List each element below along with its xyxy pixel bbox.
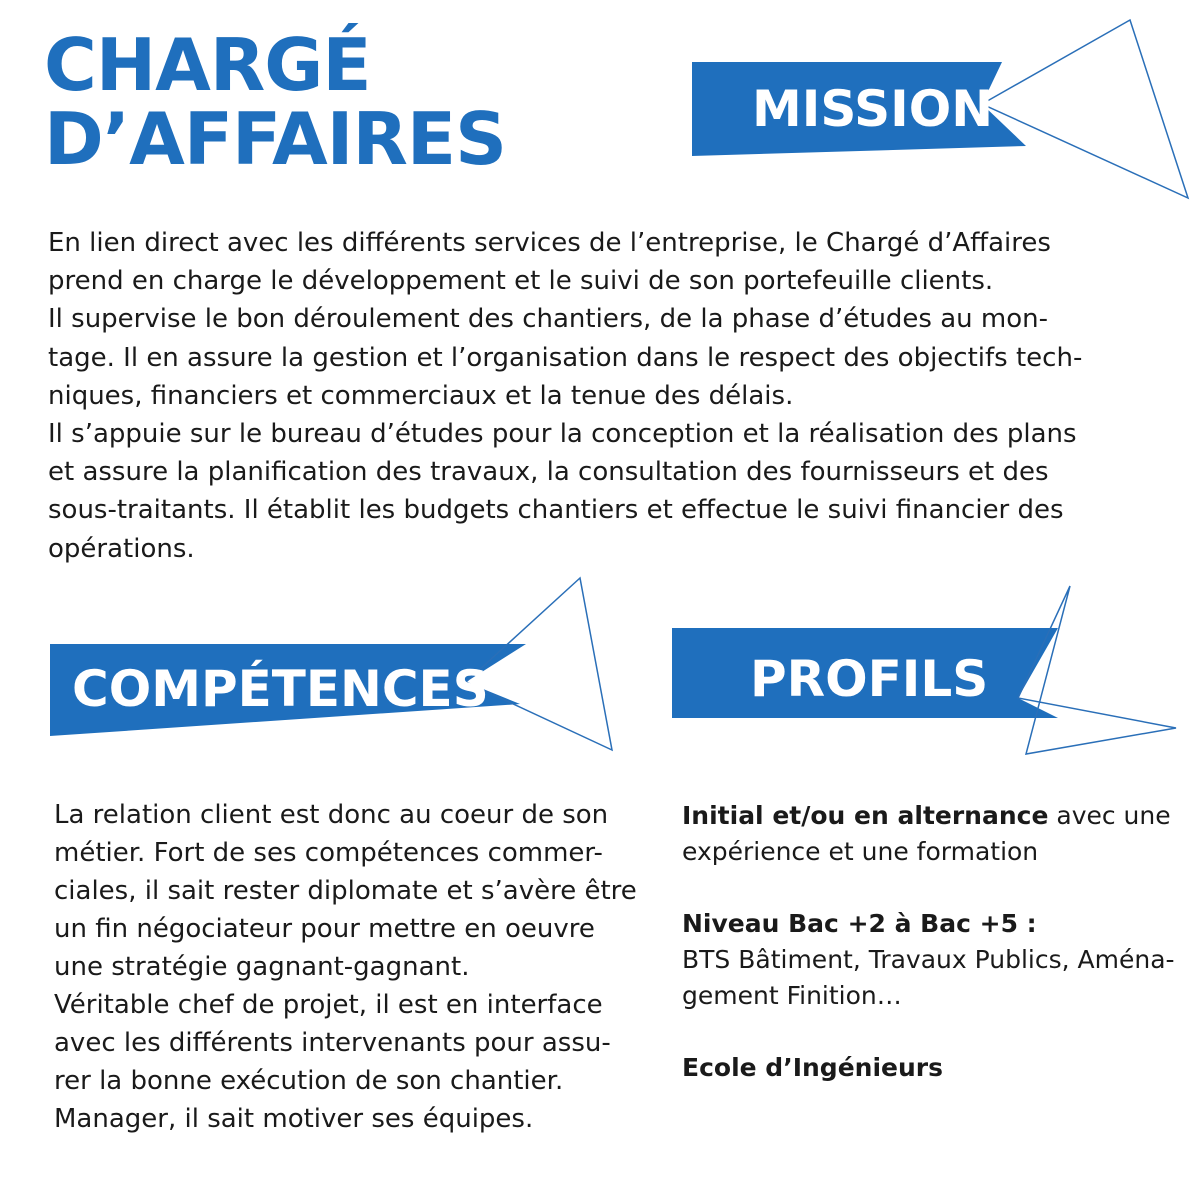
profil-item-initial xyxy=(682,798,1182,870)
mission-heading: MISSION xyxy=(752,80,994,138)
profils-list xyxy=(682,798,1182,1086)
page-title xyxy=(44,23,506,181)
profil-item-initial-text: avec une expérience et une formation xyxy=(682,801,1171,866)
profils-heading: PROFILS xyxy=(750,650,989,708)
profil-item-initial-title: Initial et/ou en alternance xyxy=(682,801,1049,830)
competences-heading: COMPÉTENCES xyxy=(72,660,489,718)
profil-item-niveau xyxy=(682,906,1182,942)
title-line-2: D’AFFAIRES xyxy=(44,97,506,181)
profils-triangle-outline xyxy=(1018,586,1176,754)
mission-text: En lien direct avec les différents services de l’entreprise, le Chargé d’Affaires prend en charge le développement et le suivi de son portefeuille clients. Il supervise le bon déroulement des chantiers, de la phase d’études au mon- tage. Il en assure la gestion et l’organisation dans le respect des objectifs tech- niques, financiers et commerciaux et la tenue des délais. Il s’appuie sur le bureau d’études pour la conception et la réalisation des plans et assure la planification des travaux, la consultation des fournisseurs et des sous-traitants. Il établit les budgets chantiers et effectue le suivi financier des opérations. xyxy=(48,228,1083,564)
competences-text: La relation client est donc au coeur de son métier. Fort de ses compétences commer- ciales, il sait rester diplomate et s’avère être un fin négociateur pour mettre en oeuvre une stratégie gagnant-gagnant. Véritable chef de projet, il est en interface avec les différents intervenants pour assu- rer la bonne exécution de son chantier. Manager, il sait motiver ses équipes. xyxy=(54,800,637,1134)
profil-item-ecole xyxy=(682,1050,1182,1086)
mission-triangle-outline xyxy=(982,20,1188,198)
profil-item-ecole-title: Ecole d’Ingénieurs xyxy=(682,1053,943,1082)
profil-item-niveau-title: Niveau Bac +2 à Bac +5 : xyxy=(682,909,1037,938)
profil-item-niveau-text: BTS Bâtiment, Travaux Publics, Aména- gement Finition… xyxy=(682,945,1175,1010)
title-line-1: CHARGÉ xyxy=(44,23,371,107)
